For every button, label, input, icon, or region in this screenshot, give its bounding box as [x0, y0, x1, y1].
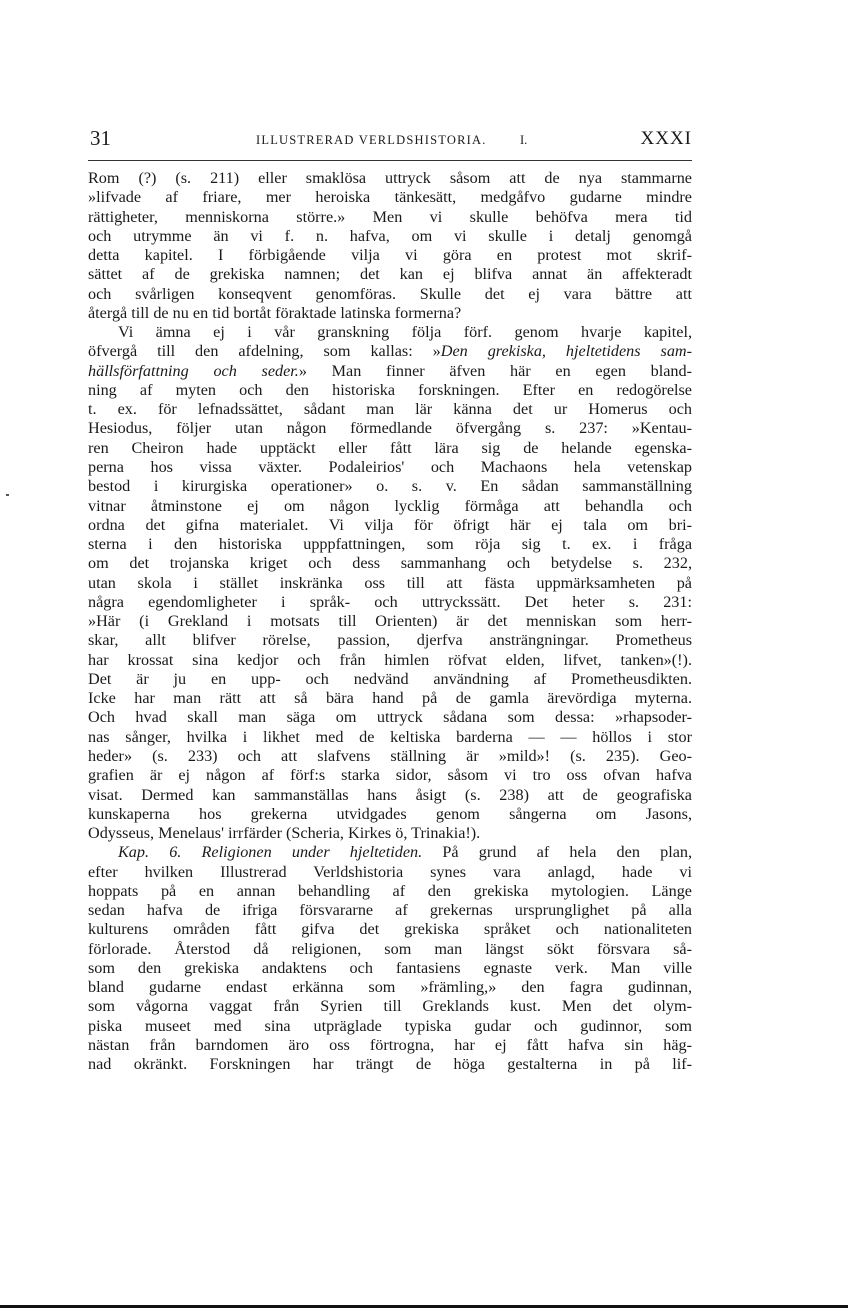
text-line: ordna det gifna materialet. Vi vilja för öfrigt här ej tala om bri- [88, 515, 692, 534]
text-line: kunskaperna hos grekerna utvidgades genom sångerna om Jasons, [88, 804, 692, 823]
volume-number: I. [520, 133, 528, 147]
text-line: nas sånger, hvilka i likhet med de keltiska barderna — — höllos i stor [88, 727, 692, 746]
chapter-heading-line [88, 843, 692, 862]
chapter-number: Kap. 6. [118, 843, 182, 862]
paragraph-start-line: Vi ämna ej i vår granskning följa förf. genom hvarje kapitel, [118, 323, 692, 342]
text-line: om det trojanska kriget och dess sammanhang och betydelse s. 232, [88, 554, 692, 573]
text-line: utan skola i stället inskränka oss till att fästa uppmärksamheten på [88, 573, 692, 592]
scan-mark [6, 494, 9, 496]
text-line: som den grekiska andaktens och fantasiens egnaste verk. Man ville [88, 958, 692, 977]
text-run: » Man finner äfven här en egen bland- [298, 361, 692, 380]
text-line: rättigheter, menniskorna större.» Men vi skulle behöfva mera tid [88, 207, 692, 226]
text-line: nästan från barndomen äro oss förtrogna, har ej fått hafva sin häg- [88, 1035, 692, 1054]
text-line: och svårligen konseqvent genomföras. Skulle det ej vara bättre att [88, 284, 692, 303]
text-line: Hesiodus, följer utan någon förmedlande öfvergång s. 237: »Kentau- [88, 419, 692, 438]
text-line: perna hos vissa växter. Podaleirios' och Machaons hela vetenskap [88, 457, 692, 476]
text-line: nad okränkt. Forskningen har trängt de höga gestalterna in på lif- [88, 1055, 692, 1074]
text-line: Och hvad skall man säga om uttryck sådana som dessa: »rhapsoder- [88, 708, 692, 727]
text-line: Odysseus, Menelaus' irrfärder (Scheria, Kirkes ö, Trinakia!). [88, 824, 481, 843]
text-line: »lifvade af friare, mer heroiska tänkesätt, medgåfvo gudarne mindre [88, 188, 692, 207]
text-line: skar, allt blifver rörelse, passion, djerfva ansträngningar. Prometheus [88, 631, 692, 650]
italic-title: Den grekiska, hjeltetidens sam- [440, 342, 692, 361]
text-line: några egendomligheter i språk- och uttryckssätt. Det heter s. 231: [88, 592, 692, 611]
text-line: piska museet med sina utpräglade typiska gudar och gudinnor, som [88, 1016, 692, 1035]
text-line: heder» (s. 233) och att slafvens ställning är »mild»! (s. 235). Geo- [88, 746, 692, 765]
text-line: Det är ju en upp- och nedvänd användning af Prometheusdikten. [88, 669, 692, 688]
text-line: »Här (i Grekland i motsats till Orienten) är det menniskan som herr- [88, 612, 692, 631]
scan-edge [0, 1305, 848, 1308]
text-line: som vågorna vaggat från Syrien till Greklands kust. Men det olym- [88, 997, 692, 1016]
text-line: förlorade. Återstod då religionen, som man längst sökt försvara så- [88, 939, 692, 958]
text-line: sättet af de grekiska namnen; det kan ej blifva annat än affekteradt [88, 265, 692, 284]
text-run: På grund af hela den plan, [442, 843, 693, 862]
body-text [88, 169, 692, 1074]
text-line: sterna i den historiska upppfattningen, som röja sig t. ex. i fråga [88, 535, 692, 554]
text-line: t. ex. för lefnadssättet, sådant man lär känna det ur Homerus och [88, 400, 692, 419]
text-line: bland gudarne endast erkänna som »främling,» den fagra gudinnan, [88, 978, 692, 997]
roman-page-number: XXXI [640, 128, 692, 149]
page-header [90, 126, 692, 154]
text-line: sedan hafva de ifriga försvararne af grekernas ursprunglighet på alla [88, 901, 692, 920]
text-line: Icke har man rätt att så bära hand på de gamla ärevördiga myterna. [88, 689, 692, 708]
text-line: och utrymme än vi f. n. hafva, om vi skulle i detalj genomgå [88, 226, 692, 245]
text-line: ren Cheiron hade upptäckt eller fått lära sig de helande egenska- [88, 438, 692, 457]
text-line [88, 342, 692, 361]
chapter-title: Religionen under hjeltetiden. [201, 843, 423, 862]
text-line: grafien är ej någon af förf:s starka sidor, såsom vi tro oss ofvan hafva [88, 766, 692, 785]
header-rule [88, 160, 692, 161]
text-line: kulturens områden fått gifva det grekiska språket och nationaliteten [88, 920, 692, 939]
text-line: visat. Dermed kan sammanställas hans åsigt (s. 238) att de geografiska [88, 785, 692, 804]
text-line: hoppats på en annan behandling af den grekiska mytologien. Länge [88, 881, 692, 900]
running-title: ILLUSTRERAD VERLDSHISTORIA. [256, 133, 487, 147]
text-line: ning af myten och den historiska forskningen. Efter en redogörelse [88, 380, 692, 399]
text-line: vitnar åtminstone ej om någon lycklig förmåga att behandla och [88, 496, 692, 515]
text-line [88, 362, 692, 381]
text-line: Rom (?) (s. 211) eller smaklösa uttryck såsom att de nya stammarne [88, 169, 692, 187]
text-line: efter hvilken Illustrerad Verldshistoria synes vara anlagd, hade vi [88, 862, 692, 881]
text-line: bestod i kirurgiska operationer» o. s. v. En sådan sammanställning [88, 477, 692, 496]
italic-title: hällsförfattning och seder. [88, 361, 299, 380]
text-line: detta kapitel. I förbigående vilja vi göra en protest mot skrif- [88, 246, 692, 265]
page-number: 31 [90, 126, 111, 150]
text-line: har krossat sina kedjor och från himlen röfvat elden, lifvet, tanken»(!). [88, 650, 692, 669]
text-line: återgå till de nu en tid bortåt föraktade latinska formerna? [88, 303, 462, 322]
text-run: öfvergå till den afdelning, som kallas: » [88, 342, 441, 361]
